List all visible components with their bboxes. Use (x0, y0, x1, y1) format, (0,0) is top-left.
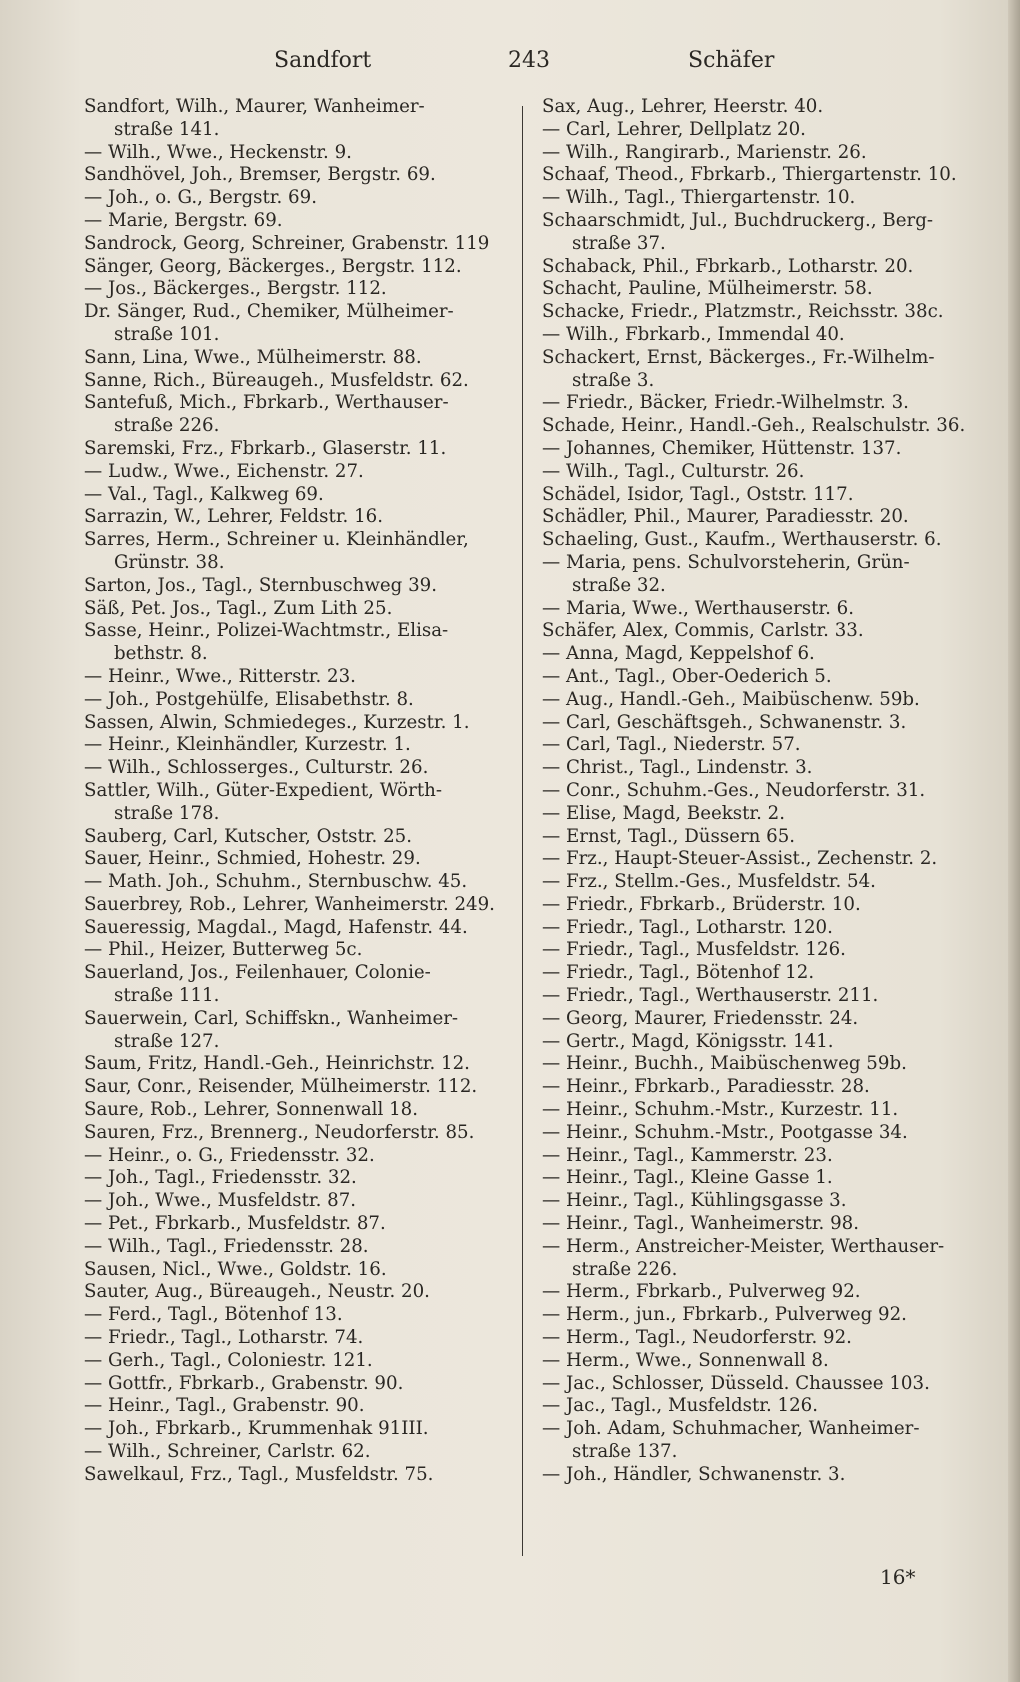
directory-entry: Sauren, Frz., Brennerg., Neudorferstr. 85. (84, 1121, 475, 1143)
directory-entry: Schaback, Phil., Fbrkarb., Lotharstr. 20. (542, 255, 914, 277)
directory-entry: — Maria, Wwe., Werthauserstr. 6. (542, 597, 855, 619)
directory-entry: Sattler, Wilh., Güter-Expedient, Wörth- (84, 779, 442, 801)
directory-entry: Schaeling, Gust., Kaufm., Werthauserstr. 6. (542, 529, 942, 551)
directory-entry: Saueressig, Magdal., Magd, Hafenstr. 44. (84, 916, 468, 938)
directory-entry: Schaarschmidt, Jul., Buchdruckerg., Berg- (542, 209, 934, 231)
directory-entry: — Ludw., Wwe., Eichenstr. 27. (84, 460, 364, 482)
directory-entry: — Frz., Stellm.-Ges., Musfeldstr. 54. (542, 871, 876, 893)
directory-entry: Sarres, Herm., Schreiner u. Kleinhändler, (84, 529, 469, 551)
directory-entry: — Conr., Schuhm.-Ges., Neudorferstr. 31. (542, 779, 926, 801)
directory-entry: — Gottfr., Fbrkarb., Grabenstr. 90. (84, 1372, 404, 1394)
entry-continuation: straße 226. (572, 1258, 678, 1280)
directory-entry: — Herm., jun., Fbrkarb., Pulverweg 92. (542, 1304, 907, 1326)
entry-continuation: straße 141. (114, 118, 220, 140)
directory-entry: Sänger, Georg, Bäckerges., Bergstr. 112. (84, 255, 462, 277)
directory-entry: — Heinr., Tagl., Kühlingsgasse 3. (542, 1190, 847, 1212)
directory-entry: — Gertr., Magd, Königsstr. 141. (542, 1030, 834, 1052)
page-number: 243 (508, 48, 550, 73)
entry-continuation: straße 127. (114, 1030, 220, 1052)
directory-entry: Schaaf, Theod., Fbrkarb., Thiergartenstr. 10. (542, 164, 957, 186)
directory-entry: Sandfort, Wilh., Maurer, Wanheimer- (84, 96, 425, 117)
directory-entry: — Ant., Tagl., Ober-Oederich 5. (542, 665, 832, 687)
directory-entry: Sauerbrey, Rob., Lehrer, Wanheimerstr. 249. (84, 893, 495, 915)
directory-entry: — Carl, Lehrer, Dellplatz 20. (542, 118, 806, 140)
directory-entry: — Heinr., Tagl., Wanheimerstr. 98. (542, 1213, 860, 1235)
directory-entry: Sauerland, Jos., Feilenhauer, Colonie- (84, 962, 431, 984)
directory-entry: — Wilh., Schreiner, Carlstr. 62. (84, 1441, 371, 1463)
directory-entry: Sax, Aug., Lehrer, Heerstr. 40. (542, 96, 824, 117)
directory-entry: Schäfer, Alex, Commis, Carlstr. 33. (542, 620, 864, 642)
signature-mark: 16* (880, 1565, 916, 1589)
directory-entry: — Heinr., Tagl., Kleine Gasse 1. (542, 1167, 833, 1189)
entry-continuation: straße 32. (572, 574, 666, 596)
directory-entry: — Christ., Tagl., Lindenstr. 3. (542, 757, 813, 779)
directory-entry: Saur, Conr., Reisender, Mülheimerstr. 112. (84, 1076, 478, 1098)
directory-entry: — Friedr., Tagl., Bötenhof 12. (542, 962, 815, 984)
directory-entry: Sawelkaul, Frz., Tagl., Musfeldstr. 75. (84, 1463, 434, 1485)
directory-entry: — Georg, Maurer, Friedensstr. 24. (542, 1007, 859, 1029)
directory-entry: — Math. Joh., Schuhm., Sternbuschw. 45. (84, 871, 468, 893)
directory-entry: Sandrock, Georg, Schreiner, Grabenstr. 119 (84, 232, 490, 254)
directory-entry: — Elise, Magd, Beekstr. 2. (542, 802, 786, 824)
directory-entry: — Heinr., o. G., Friedensstr. 32. (84, 1144, 375, 1166)
entry-continuation: bethstr. 8. (114, 643, 208, 665)
directory-entry: — Joh., Händler, Schwanenstr. 3. (542, 1463, 846, 1485)
directory-entry: Schade, Heinr., Handl.-Geh., Realschulstr. 36. (542, 415, 966, 437)
directory-entry: — Heinr., Schuhm.-Mstr., Pootgasse 34. (542, 1121, 908, 1143)
directory-entry: — Wilh., Rangirarb., Marienstr. 26. (542, 141, 867, 163)
directory-entry: — Maria, pens. Schulvorsteherin, Grün- (542, 551, 910, 573)
header-right-catchword: Schäfer (688, 48, 775, 73)
entry-continuation: straße 101. (114, 323, 220, 345)
header-left-catchword: Sandfort (274, 48, 372, 73)
directory-entry: Sasse, Heinr., Polizei-Wachtmstr., Elisa- (84, 620, 449, 642)
directory-entry: — Friedr., Tagl., Musfeldstr. 126. (542, 939, 846, 961)
directory-entry: — Jac., Tagl., Musfeldstr. 126. (542, 1395, 819, 1417)
directory-entry: — Wilh., Fbrkarb., Immendal 40. (542, 323, 845, 345)
directory-entry: Saremski, Frz., Fbrkarb., Glaserstr. 11. (84, 437, 447, 459)
entry-continuation: straße 226. (114, 415, 220, 437)
directory-entry: Schacht, Pauline, Mülheimerstr. 58. (542, 278, 873, 300)
directory-entry: — Marie, Bergstr. 69. (84, 209, 283, 231)
directory-entry: Sauter, Aug., Büreaugeh., Neustr. 20. (84, 1281, 430, 1303)
directory-entry: — Heinr., Buchh., Maibüschenweg 59b. (542, 1053, 907, 1075)
entry-continuation: straße 137. (572, 1441, 678, 1463)
directory-entry: — Wilh., Tagl., Friedensstr. 28. (84, 1235, 369, 1257)
directory-entry: — Joh., Tagl., Friedensstr. 32. (84, 1167, 357, 1189)
directory-entry: — Wilh., Tagl., Culturstr. 26. (542, 460, 805, 482)
directory-entry: — Anna, Magd, Keppelshof 6. (542, 643, 815, 665)
directory-entry: — Herm., Fbrkarb., Pulverweg 92. (542, 1281, 861, 1303)
directory-entry: — Johannes, Chemiker, Hüttenstr. 137. (542, 437, 902, 459)
directory-entry: — Aug., Handl.-Geh., Maibüschenw. 59b. (542, 688, 920, 710)
page-edge (1008, 0, 1020, 1682)
directory-entry: Sann, Lina, Wwe., Mülheimerstr. 88. (84, 346, 422, 368)
column-divider (522, 106, 523, 1556)
directory-entry: — Pet., Fbrkarb., Musfeldstr. 87. (84, 1213, 386, 1235)
directory-entry: — Friedr., Bäcker, Friedr.-Wilhelmstr. 3. (542, 392, 909, 414)
directory-entry: — Phil., Heizer, Butterweg 5c. (84, 939, 363, 961)
directory-entry: Santefuß, Mich., Fbrkarb., Werthauser- (84, 392, 449, 414)
directory-entry: Sanne, Rich., Büreaugeh., Musfeldstr. 62. (84, 369, 469, 391)
directory-entry: Dr. Sänger, Rud., Chemiker, Mülheimer- (84, 301, 454, 323)
directory-entry: — Ferd., Tagl., Bötenhof 13. (84, 1304, 343, 1326)
directory-entry: Schackert, Ernst, Bäckerges., Fr.-Wilhelm- (542, 346, 935, 368)
directory-entry: — Herm., Anstreicher-Meister, Werthauser- (542, 1235, 945, 1257)
entry-continuation: straße 178. (114, 802, 220, 824)
directory-entry: — Heinr., Wwe., Ritterstr. 23. (84, 665, 356, 687)
directory-entry: Schacke, Friedr., Platzmstr., Reichsstr. 38c. (542, 301, 944, 323)
directory-entry: — Heinr., Tagl., Kammerstr. 23. (542, 1144, 833, 1166)
directory-entry: Sarton, Jos., Tagl., Sternbuschweg 39. (84, 574, 438, 596)
entry-continuation: straße 3. (572, 369, 655, 391)
directory-entry: — Carl, Geschäftsgeh., Schwanenstr. 3. (542, 711, 907, 733)
directory-entry: — Wilh., Wwe., Heckenstr. 9. (84, 141, 352, 163)
directory-entry: — Joh., o. G., Bergstr. 69. (84, 187, 317, 209)
directory-entry: — Heinr., Kleinhändler, Kurzestr. 1. (84, 734, 411, 756)
directory-entry: — Joh., Postgehülfe, Elisabethstr. 8. (84, 688, 414, 710)
directory-entry: Sausen, Nicl., Wwe., Goldstr. 16. (84, 1258, 387, 1280)
directory-entry: Sandhövel, Joh., Bremser, Bergstr. 69. (84, 164, 436, 186)
directory-entry: — Heinr., Tagl., Grabenstr. 90. (84, 1395, 365, 1417)
entry-continuation: straße 111. (114, 985, 220, 1007)
directory-entry: — Heinr., Fbrkarb., Paradiesstr. 28. (542, 1076, 870, 1098)
directory-entry: — Gerh., Tagl., Coloniestr. 121. (84, 1349, 373, 1371)
directory-entry: Sassen, Alwin, Schmiedeges., Kurzestr. 1. (84, 711, 470, 733)
directory-entry: Schädel, Isidor, Tagl., Oststr. 117. (542, 483, 854, 505)
directory-entry: — Heinr., Schuhm.-Mstr., Kurzestr. 11. (542, 1099, 899, 1121)
directory-entry: — Wilh., Tagl., Thiergartenstr. 10. (542, 187, 856, 209)
right-column (542, 96, 966, 1487)
left-column (84, 96, 520, 1487)
directory-entry: — Herm., Tagl., Neudorferstr. 92. (542, 1327, 852, 1349)
directory-entry: — Herm., Wwe., Sonnenwall 8. (542, 1349, 829, 1371)
directory-entry: — Jos., Bäckerges., Bergstr. 112. (84, 278, 387, 300)
directory-entry: — Carl, Tagl., Niederstr. 57. (542, 734, 801, 756)
directory-entry: — Friedr., Tagl., Lotharstr. 120. (542, 916, 833, 938)
directory-entry: — Friedr., Tagl., Lotharstr. 74. (84, 1327, 364, 1349)
directory-entry: Saum, Fritz, Handl.-Geh., Heinrichstr. 12. (84, 1053, 470, 1075)
directory-entry: — Friedr., Fbrkarb., Brüderstr. 10. (542, 893, 861, 915)
entry-continuation: Grünstr. 38. (114, 551, 225, 573)
directory-entry: — Joh., Wwe., Musfeldstr. 87. (84, 1190, 357, 1212)
directory-entry: — Wilh., Schlosserges., Culturstr. 26. (84, 757, 429, 779)
directory-entry: Säß, Pet. Jos., Tagl., Zum Lith 25. (84, 597, 393, 619)
directory-entry: — Val., Tagl., Kalkweg 69. (84, 483, 324, 505)
directory-entry: Saure, Rob., Lehrer, Sonnenwall 18. (84, 1099, 418, 1121)
directory-entry: — Joh. Adam, Schuhmacher, Wanheimer- (542, 1418, 920, 1440)
directory-entry: Sauerwein, Carl, Schiffskn., Wanheimer- (84, 1007, 459, 1029)
directory-entry: — Frz., Haupt-Steuer-Assist., Zechenstr. 2. (542, 848, 938, 870)
directory-entry: — Ernst, Tagl., Düssern 65. (542, 825, 796, 847)
directory-entry: — Joh., Fbrkarb., Krummenhak 91III. (84, 1418, 429, 1440)
directory-entry: Sauberg, Carl, Kutscher, Oststr. 25. (84, 825, 412, 847)
running-header (84, 48, 964, 82)
directory-entry: Schädler, Phil., Maurer, Paradiesstr. 20. (542, 506, 909, 528)
entry-continuation: straße 37. (572, 232, 666, 254)
directory-entry: — Friedr., Tagl., Werthauserstr. 211. (542, 985, 879, 1007)
directory-entry: Sauer, Heinr., Schmied, Hohestr. 29. (84, 848, 421, 870)
directory-entry: Sarrazin, W., Lehrer, Feldstr. 16. (84, 506, 384, 528)
directory-entry: — Jac., Schlosser, Düsseld. Chaussee 103. (542, 1372, 930, 1394)
